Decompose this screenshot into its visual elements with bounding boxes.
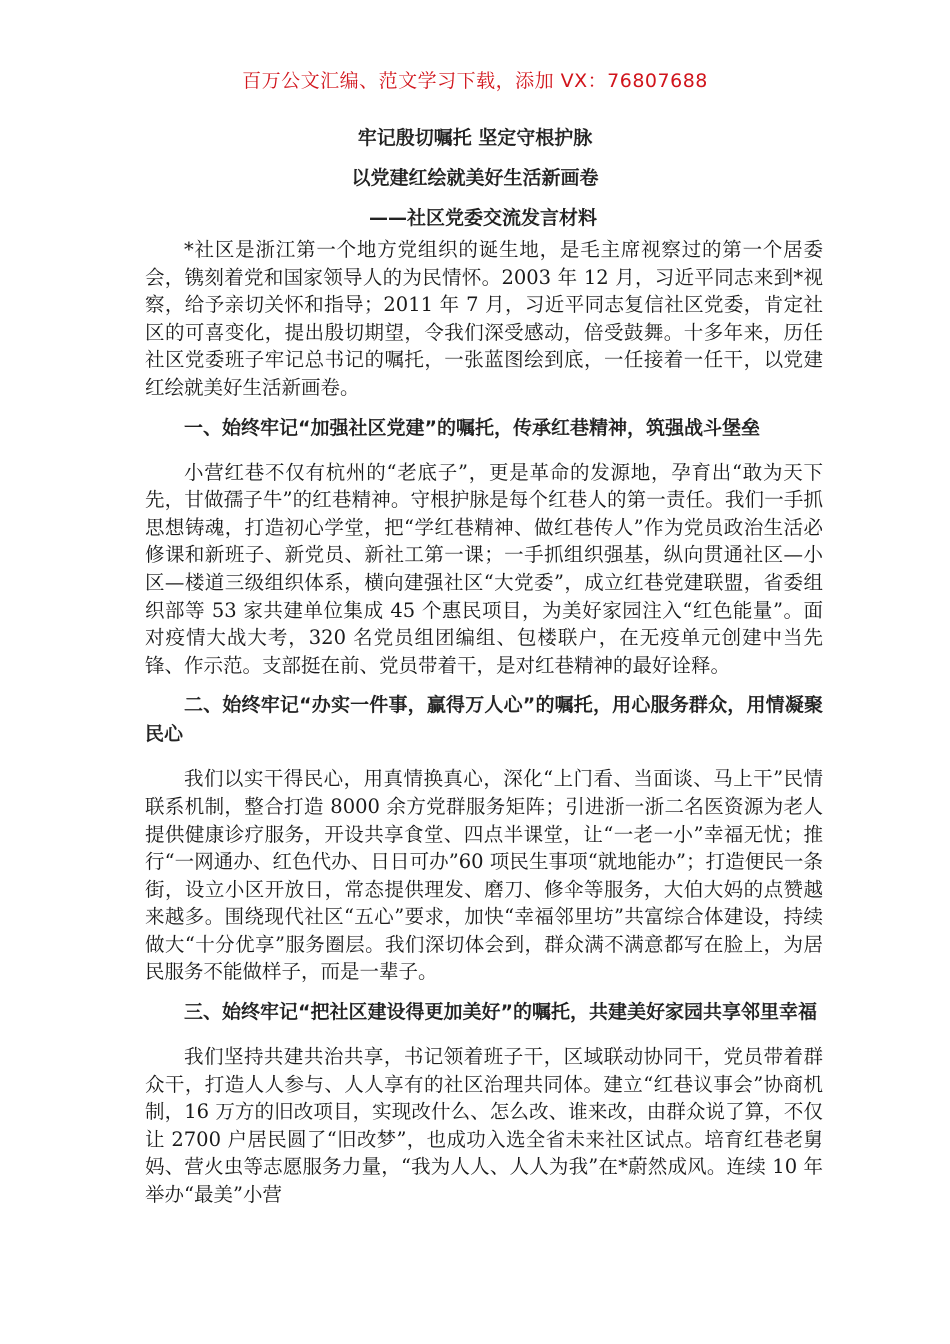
document-body bbox=[145, 236, 823, 1209]
section-2-heading: 二、始终牢记“办实一件事，赢得万人心”的嘱托，用心服务群众，用情凝聚民心 bbox=[145, 694, 823, 746]
section-3-heading: 三、始终牢记“把社区建设得更加美好”的嘱托，共建美好家园共享邻里幸福 bbox=[184, 1001, 817, 1024]
title-line-1: 牢记殷切嘱托 坚定守根护脉 bbox=[357, 127, 593, 149]
title-line-2: 以党建红绘就美好生活新画卷 bbox=[351, 167, 599, 189]
promo-banner: 百万公文汇编、范文学习下载，添加 VX：76807688 bbox=[242, 70, 708, 92]
intro-paragraph: *社区是浙江第一个地方党组织的诞生地，是毛主席视察过的第一个居委会，镌刻着党和国家领导人的为民情怀。2003 年 12 月，习近平同志来到*视察，给予亲切关怀和指导；2011 年 7 月，习近平同志复信社区党委，肯定社区的可喜变化，提出殷切期望，令我们深受感动，倍受鼓舞。十多年来，历任社区党委班子牢记总书记的嘱托，一张蓝图绘到底，一任接着一任干，以党建红绘就美好生活新画卷。 bbox=[145, 238, 823, 399]
section-2-body: 我们以实干得民心，用真情换真心，深化“上门看、当面谈、马上干”民情联系机制，整合打造 8000 余方党群服务矩阵；引进浙一浙二名医资源为老人提供健康诊疗服务，开设共享食堂、四点半课堂，让“一老一小”幸福无忧；推行“一网通办、红色代办、日日可办”60 项民生事项“就地能办”；打造便民一条街，设立小区开放日，常态提供理发、磨刀、修伞等服务，大伯大妈的点赞越来越多。围绕现代社区“五心”要求，加快“幸福邻里坊”共富综合体建设，持续做大“十分优享”服务圈层。我们深切体会到，群众满不满意都写在脸上，为居民服务不能做样子，而是一辈子。 bbox=[145, 767, 823, 984]
title-block bbox=[0, 118, 950, 238]
section-1-body: 小营红巷不仅有杭州的“老底子”，更是革命的发源地，孕育出“敢为天下先，甘做孺子牛”的红巷精神。守根护脉是每个红巷人的第一责任。我们一手抓思想铸魂，打造初心学堂，把“学红巷精神、做红巷传人”作为党员政治生活必修课和新班子、新党员、新社工第一课；一手抓组织强基，纵向贯通社区—小区—楼道三级组织体系，横向建强社区“大党委”，成立红巷党建联盟，省委组织部等 53 家共建单位集成 45 个惠民项目，为美好家园注入“红色能量”。面对疫情大战大考，320 名党员组团编组、包楼联户，在无疫单元创建中当先锋、作示范。支部挺在前、党员带着干，是对红巷精神的最好诠释。 bbox=[145, 460, 823, 677]
section-3-body: 我们坚持共建共治共享，书记领着班子干，区域联动协同干，党员带着群众干，打造人人参与、人人享有的社区治理共同体。建立“红巷议事会”协商机制，16 万方的旧改项目，实现改什么、怎么改、谁来改，由群众说了算，不仅让 2700 户居民圆了“旧改梦”，也成功入选全省未来社区试点。培育红巷老舅妈、营火虫等志愿服务力量，“我为人人、人人为我”在*蔚然成风。连续 10 年举办“最美”小营 bbox=[145, 1045, 823, 1207]
section-1-heading: 一、始终牢记“加强社区党建”的嘱托，传承红巷精神，筑强战斗堡垒 bbox=[184, 416, 760, 439]
subtitle: ——社区党委交流发言材料 bbox=[368, 207, 597, 229]
